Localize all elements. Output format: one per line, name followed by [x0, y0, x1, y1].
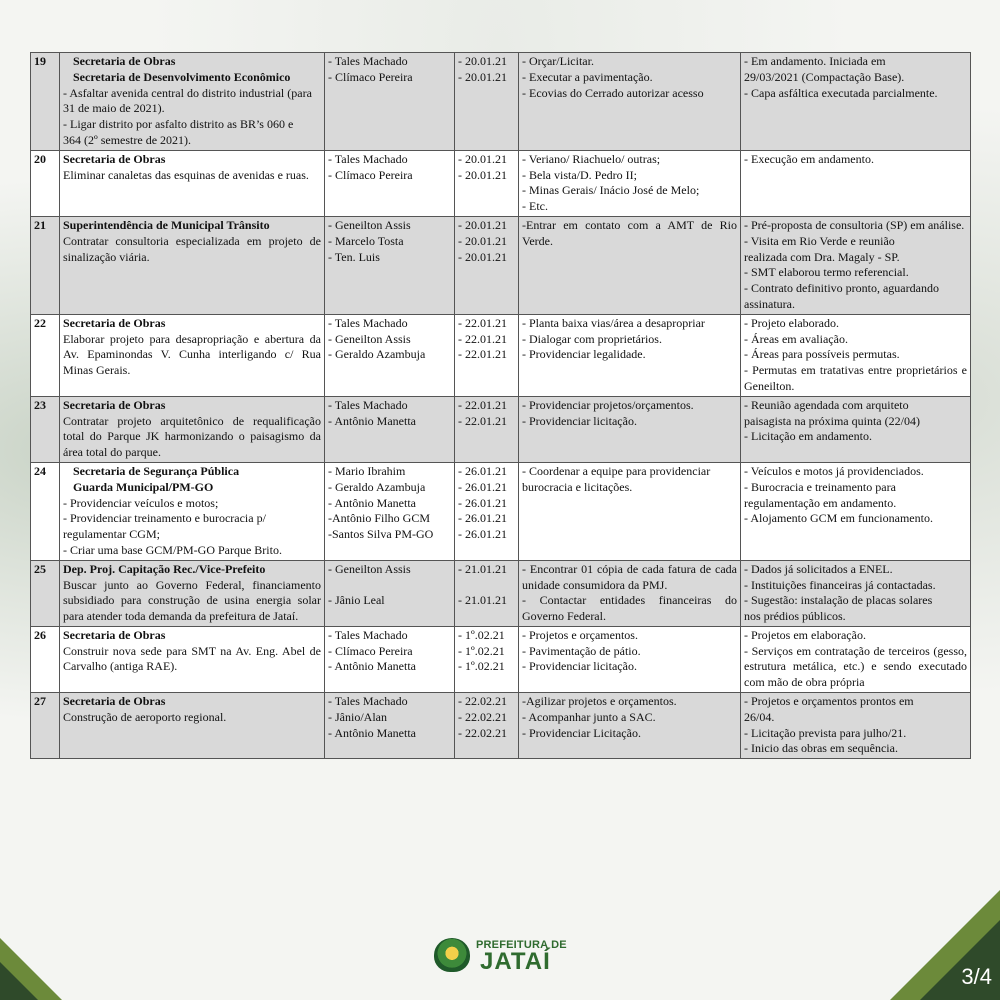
date-text: - 26.01.21 — [458, 495, 507, 510]
status-text: - Burocracia e treinamento para — [744, 479, 896, 494]
status-text: - Capa asfáltica executada parcialmente. — [744, 85, 938, 100]
responsible-name: - Antônio Manetta — [328, 495, 416, 510]
responsible-name: - Tales Machado — [328, 54, 408, 68]
action-heading: Secretaria de Obras — [73, 54, 176, 68]
date-text: - 22.01.21 — [458, 347, 507, 362]
row-number: 20 — [31, 150, 60, 216]
responsible-name: - Tales Machado — [328, 627, 408, 642]
row-number: 24 — [31, 462, 60, 560]
action-text: - Ligar distrito por asfalto distrito as BR’s 060 e — [63, 117, 294, 132]
responsible-name: - Antônio Manetta — [328, 413, 416, 428]
action-text: 364 (2º semestre de 2021). — [63, 132, 192, 147]
responsible-name: - Clímaco Pereira — [328, 167, 413, 182]
table-row — [31, 560, 971, 626]
status-text: - Licitação prevista para julho/21. — [744, 725, 907, 740]
status-cell — [741, 216, 971, 314]
action-cell — [60, 396, 325, 462]
status-text: paisagista na próxima quinta (22/04) — [744, 413, 920, 428]
responsible-cell — [325, 314, 455, 396]
logo-top-text: PREFEITURA DE — [476, 939, 567, 951]
step-text: - Orçar/Licitar. — [522, 54, 594, 68]
action-heading: Secretaria de Desenvolvimento Econômico — [73, 69, 291, 84]
responsible-cell — [325, 396, 455, 462]
corner-decoration-left-dark — [0, 962, 38, 1000]
row-number: 21 — [31, 216, 60, 314]
steps-cell — [519, 462, 741, 560]
step-text: - Etc. — [522, 199, 548, 214]
status-text: - Inicio das obras em sequência. — [744, 741, 898, 756]
status-text: - Projeto elaborado. — [744, 315, 839, 330]
status-text: - Visita em Rio Verde e reunião — [744, 233, 895, 248]
date-text: - 22.02.21 — [458, 694, 507, 709]
step-text: - Providenciar licitação. — [522, 413, 637, 428]
date-text: - 22.02.21 — [458, 709, 507, 724]
responsible-cell — [325, 693, 455, 759]
status-text: assinatura. — [744, 296, 795, 311]
status-cell — [741, 462, 971, 560]
responsible-name: - Geraldo Azambuja — [328, 347, 426, 362]
date-text: - 26.01.21 — [458, 527, 507, 542]
date-cell — [455, 396, 519, 462]
steps-cell — [519, 560, 741, 626]
step-text: - Projetos e orçamentos. — [522, 627, 638, 642]
steps-cell — [519, 53, 741, 151]
step-text: - Providenciar licitação. — [522, 659, 637, 674]
prefeitura-logo — [434, 936, 574, 976]
date-text: - 20.01.21 — [458, 54, 507, 68]
step-text: - Executar a pavimentação. — [522, 69, 653, 84]
steps-cell — [519, 314, 741, 396]
step-text: - Pavimentação de pátio. — [522, 643, 641, 658]
date-text: - 26.01.21 — [458, 463, 507, 478]
responsible-cell — [325, 462, 455, 560]
responsible-name: - Geneilton Assis — [328, 331, 411, 346]
action-text: - Asfaltar avenida central do distrito industrial (para 31 de maio de 2021). — [63, 85, 312, 116]
action-cell — [60, 150, 325, 216]
status-text: - Permutas em tratativas entre proprietários e Geneilton. — [744, 363, 967, 393]
status-text: realizada com Dra. Magaly - SP. — [744, 249, 900, 264]
step-text: - Minas Gerais/ Inácio José de Melo; — [522, 183, 700, 198]
status-text: - Instituições financeiras já contactadas. — [744, 577, 936, 592]
date-cell — [455, 314, 519, 396]
action-text: Buscar junto ao Governo Federal, financiamento subsidiado para construção de usina energia solar para atender toda demanda da prefeitura de Jataí. — [63, 577, 321, 624]
step-text: -Agilizar projetos e orçamentos. — [522, 694, 677, 709]
responsible-name: - Clímaco Pereira — [328, 643, 413, 658]
action-heading: Secretaria de Obras — [63, 397, 166, 412]
date-cell — [455, 626, 519, 692]
date-cell — [455, 693, 519, 759]
date-text: - 22.01.21 — [458, 397, 507, 412]
responsible-name: - Jânio/Alan — [328, 709, 387, 724]
action-text: Contratar consultoria especializada em projeto de sinalização viária. — [63, 233, 321, 264]
row-number: 23 — [31, 396, 60, 462]
responsible-name: - Ten. Luis — [328, 249, 380, 264]
table-row — [31, 53, 971, 151]
step-text: - Providenciar legalidade. — [522, 347, 646, 362]
step-text: -Entrar em contato com a AMT de Rio Verde. — [522, 217, 737, 248]
status-text: 26/04. — [744, 709, 775, 724]
date-text — [458, 578, 515, 594]
status-text: - Serviços em contratação de terceiros (gesso, estrutura metálica, etc.) e sendo executado com mão de obra própria — [744, 643, 967, 690]
date-cell — [455, 216, 519, 314]
action-cell — [60, 462, 325, 560]
action-text: Eliminar canaletas das esquinas de avenidas e ruas. — [63, 167, 309, 182]
action-text: regulamentar CGM; — [63, 527, 160, 542]
table-row — [31, 396, 971, 462]
status-text: 29/03/2021 (Compactação Base). — [744, 69, 905, 84]
date-text: - 20.01.21 — [458, 233, 507, 248]
date-text: - 26.01.21 — [458, 479, 507, 494]
steps-cell — [519, 216, 741, 314]
step-text: - Encontrar 01 cópia de cada fatura de cada unidade consumidora da PMJ. — [522, 561, 737, 592]
step-text: - Bela vista/D. Pedro II; — [522, 167, 637, 182]
action-heading: Secretaria de Obras — [63, 694, 166, 709]
status-text: - Dados já solicitados a ENEL. — [744, 561, 893, 576]
status-text: - Áreas em avaliação. — [744, 331, 848, 346]
action-heading: Dep. Proj. Capitação Rec./Vice-Prefeito — [63, 561, 266, 576]
action-heading: Secretaria de Obras — [63, 315, 166, 330]
status-text: - Áreas para possíveis permutas. — [744, 347, 900, 362]
table-row — [31, 216, 971, 314]
status-text: - Projetos em elaboração. — [744, 627, 866, 642]
steps-cell — [519, 396, 741, 462]
responsible-name: - Antônio Manetta — [328, 659, 416, 674]
status-text: - SMT elaborou termo referencial. — [744, 265, 909, 280]
responsible-name: -Santos Silva PM-GO — [328, 527, 434, 542]
action-heading: Secretaria de Segurança Pública — [73, 463, 240, 478]
status-text: - Contrato definitivo pronto, aguardando — [744, 281, 939, 296]
step-text: burocracia e licitações. — [522, 479, 633, 494]
action-cell — [60, 560, 325, 626]
status-text: - Pré-proposta de consultoria (SP) em análise. — [744, 217, 965, 232]
action-text: Elaborar projeto para desapropriação e abertura da Av. Epaminondas V. Cunha interligando c/ Rua Minas Gerais. — [63, 331, 321, 378]
action-text: - Criar uma base GCM/PM-GO Parque Brito. — [63, 542, 282, 557]
status-text: - Veículos e motos já providenciados. — [744, 463, 924, 478]
responsible-cell — [325, 560, 455, 626]
step-text: - Dialogar com proprietários. — [522, 331, 662, 346]
status-text: - Licitação em andamento. — [744, 429, 872, 444]
action-cell — [60, 216, 325, 314]
status-text: regulamentação em andamento. — [744, 495, 897, 510]
status-text: - Execução em andamento. — [744, 151, 874, 166]
step-text: - Providenciar projetos/orçamentos. — [522, 397, 694, 412]
status-text: - Reunião agendada com arquiteto — [744, 397, 909, 412]
status-text: - Alojamento GCM em funcionamento. — [744, 511, 933, 526]
status-cell — [741, 626, 971, 692]
status-cell — [741, 314, 971, 396]
date-text: - 26.01.21 — [458, 511, 507, 526]
steps-cell — [519, 693, 741, 759]
date-cell — [455, 53, 519, 151]
action-text: Contratar projeto arquitetônico de requalificação total do Parque JK harmonizando o paisagismo da área total do parque. — [63, 413, 321, 460]
action-heading: Secretaria de Obras — [63, 151, 166, 166]
action-plan-table — [30, 52, 971, 759]
date-text: - 22.01.21 — [458, 315, 507, 330]
status-cell — [741, 53, 971, 151]
date-cell — [455, 560, 519, 626]
status-text: - Sugestão: instalação de placas solares — [744, 593, 933, 608]
date-text: - 1º.02.21 — [458, 627, 505, 642]
table-row — [31, 314, 971, 396]
responsible-name: - Geraldo Azambuja — [328, 479, 426, 494]
date-text: - 20.01.21 — [458, 69, 507, 84]
steps-cell — [519, 150, 741, 216]
responsible-name: - Antônio Manetta — [328, 725, 416, 740]
action-cell — [60, 53, 325, 151]
step-text: - Acompanhar junto a SAC. — [522, 709, 656, 724]
status-text: nos prédios públicos. — [744, 609, 846, 624]
status-cell — [741, 150, 971, 216]
step-text: - Contactar entidades financeiras do Governo Federal. — [522, 593, 737, 624]
action-heading: Guarda Municipal/PM-GO — [73, 479, 214, 494]
status-cell — [741, 693, 971, 759]
responsible-name: - Marcelo Tosta — [328, 233, 404, 248]
page-number: 3/4 — [961, 964, 992, 989]
date-text: - 20.01.21 — [458, 167, 507, 182]
responsible-name: - Geneilton Assis — [328, 561, 411, 576]
date-cell — [455, 150, 519, 216]
row-number: 19 — [31, 53, 60, 151]
jatai-emblem-icon — [434, 938, 470, 972]
responsible-name: - Tales Machado — [328, 694, 408, 709]
date-text: - 21.01.21 — [458, 561, 507, 576]
date-text: - 22.01.21 — [458, 413, 507, 428]
action-cell — [60, 626, 325, 692]
date-text: - 1º.02.21 — [458, 643, 505, 658]
table-row — [31, 626, 971, 692]
row-number: 26 — [31, 626, 60, 692]
responsible-name: - Tales Machado — [328, 397, 408, 412]
step-text: - Coordenar a equipe para providenciar — [522, 463, 711, 478]
date-text: - 22.01.21 — [458, 331, 507, 346]
date-text: - 20.01.21 — [458, 249, 507, 264]
row-number: 22 — [31, 314, 60, 396]
date-cell — [455, 462, 519, 560]
date-text: - 21.01.21 — [458, 593, 507, 608]
step-text: - Providenciar Licitação. — [522, 725, 641, 740]
date-text: - 22.02.21 — [458, 725, 507, 740]
responsible-name: - Clímaco Pereira — [328, 69, 413, 84]
action-text: Construir nova sede para SMT na Av. Eng. Abel de Carvalho (antiga RAE). — [63, 643, 321, 674]
table-row — [31, 462, 971, 560]
responsible-name: - Mario Ibrahim — [328, 463, 406, 478]
row-number: 25 — [31, 560, 60, 626]
responsible-name: - Jânio Leal — [328, 593, 385, 608]
table-row — [31, 693, 971, 759]
action-text: Construção de aeroporto regional. — [63, 709, 227, 724]
responsible-name: - Geneilton Assis — [328, 217, 411, 232]
table-row — [31, 150, 971, 216]
row-number: 27 — [31, 693, 60, 759]
responsible-cell — [325, 53, 455, 151]
responsible-name: -Antônio Filho GCM — [328, 511, 431, 526]
status-cell — [741, 560, 971, 626]
status-text: - Projetos e orçamentos prontos em — [744, 694, 914, 709]
responsible-cell — [325, 216, 455, 314]
logo-main-text: JATAÍ — [480, 948, 551, 975]
steps-cell — [519, 626, 741, 692]
date-text: - 1º.02.21 — [458, 659, 505, 674]
action-cell — [60, 693, 325, 759]
action-heading: Secretaria de Obras — [63, 627, 166, 642]
date-text: - 20.01.21 — [458, 217, 507, 232]
action-heading: Superintendência de Municipal Trânsito — [63, 217, 270, 232]
action-text: - Providenciar veículos e motos; — [63, 495, 219, 510]
responsible-name: - Tales Machado — [328, 151, 408, 166]
status-cell — [741, 396, 971, 462]
step-text: - Veriano/ Riachuelo/ outras; — [522, 151, 661, 166]
responsible-name: - Tales Machado — [328, 315, 408, 330]
action-text: - Providenciar treinamento e burocracia p/ — [63, 511, 266, 526]
responsible-name — [328, 578, 451, 594]
status-text: - Em andamento. Iniciada em — [744, 54, 886, 68]
responsible-cell — [325, 626, 455, 692]
date-text: - 20.01.21 — [458, 151, 507, 166]
action-cell — [60, 314, 325, 396]
step-text: - Planta baixa vias/área a desapropriar — [522, 315, 705, 330]
step-text: - Ecovias do Cerrado autorizar acesso — [522, 85, 704, 100]
responsible-cell — [325, 150, 455, 216]
